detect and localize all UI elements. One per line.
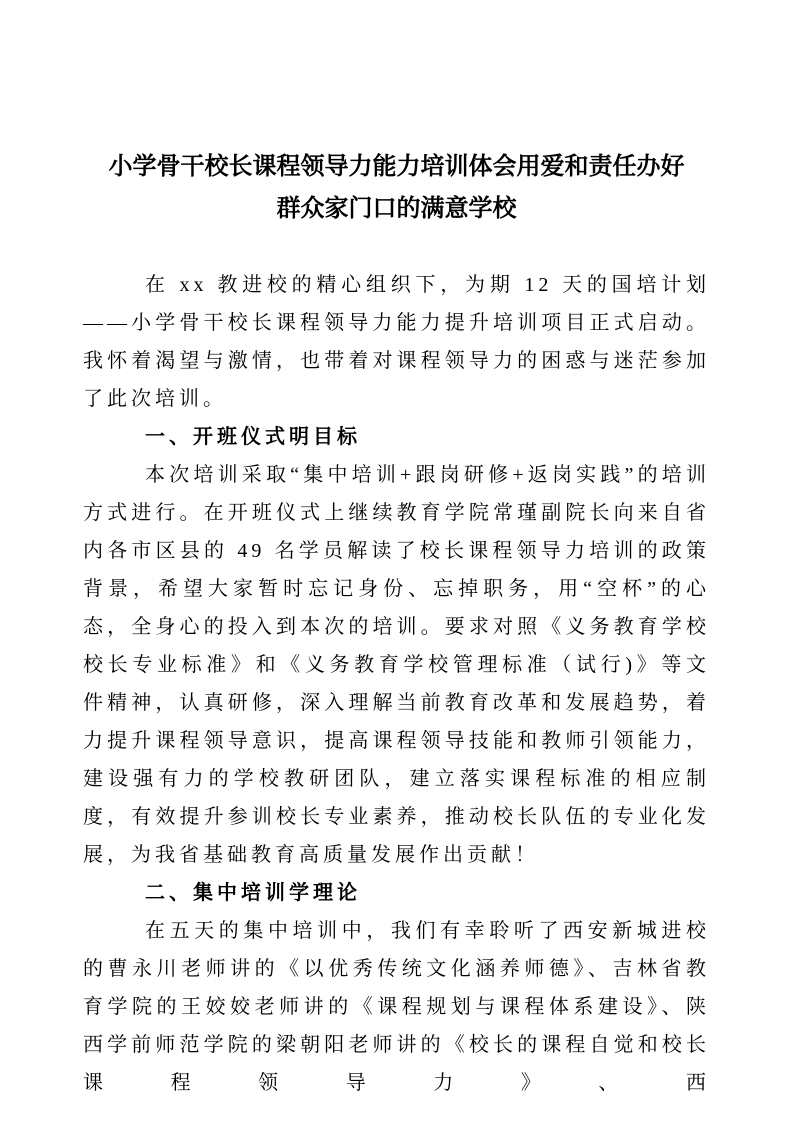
- section-2-paragraph: 在五天的集中培训中，我们有幸聆听了西安新城进校的曹永川老师讲的《以优秀传统文化涵养师德》、吉林省教育学院的王姣姣老师讲的《课程规划与课程体系建设》、陕西学前师范学院的梁朝阳老师讲的《校长的课程自觉和校长课程领导力》、西: [83, 920, 710, 1094]
- document-title-line-1: 小学骨干校长课程领导力能力培训体会用爱和责任办好: [108, 154, 685, 180]
- section-2-heading: 二、集中培训学理论: [145, 882, 361, 904]
- document-title-line-2: 群众家门口的满意学校: [276, 196, 517, 222]
- document-title: [83, 146, 710, 230]
- section-1-paragraph: 本次培训采取“集中培训+跟岗研修+返岗实践”的培训方式进行。在开班仪式上继续教育学院常瑾副院长向来自省内各市区县的 49 名学员解读了校长课程领导力培训的政策背景，希望大家暂时忘记身份、忘掉职务，用“空杯”的心态，全身心的投入到本次的培训。要求对照《义务教育学校校长专业标准》和《义务教育学校管理标准（试行)》等文件精神，认真研修，深入理解当前教育改革和发展趋势，着力提升课程领导意识，提高课程领导技能和教师引领能力，建设强有力的学校教研团队，建立落实课程标准的相应制度，有效提升参训校长专业素养，推动校长队伍的专业化发展，为我省基础教育高质量发展作出贡献！: [83, 464, 710, 866]
- section-1-heading: 一、开班仪式明目标: [145, 426, 361, 448]
- intro-paragraph: 在 xx 教进校的精心组织下，为期 12 天的国培计划——小学骨干校长课程领导力能力提升培训项目正式启动。我怀着渴望与激情，也带着对课程领导力的困惑与迷茫参加了此次培训。: [83, 274, 710, 410]
